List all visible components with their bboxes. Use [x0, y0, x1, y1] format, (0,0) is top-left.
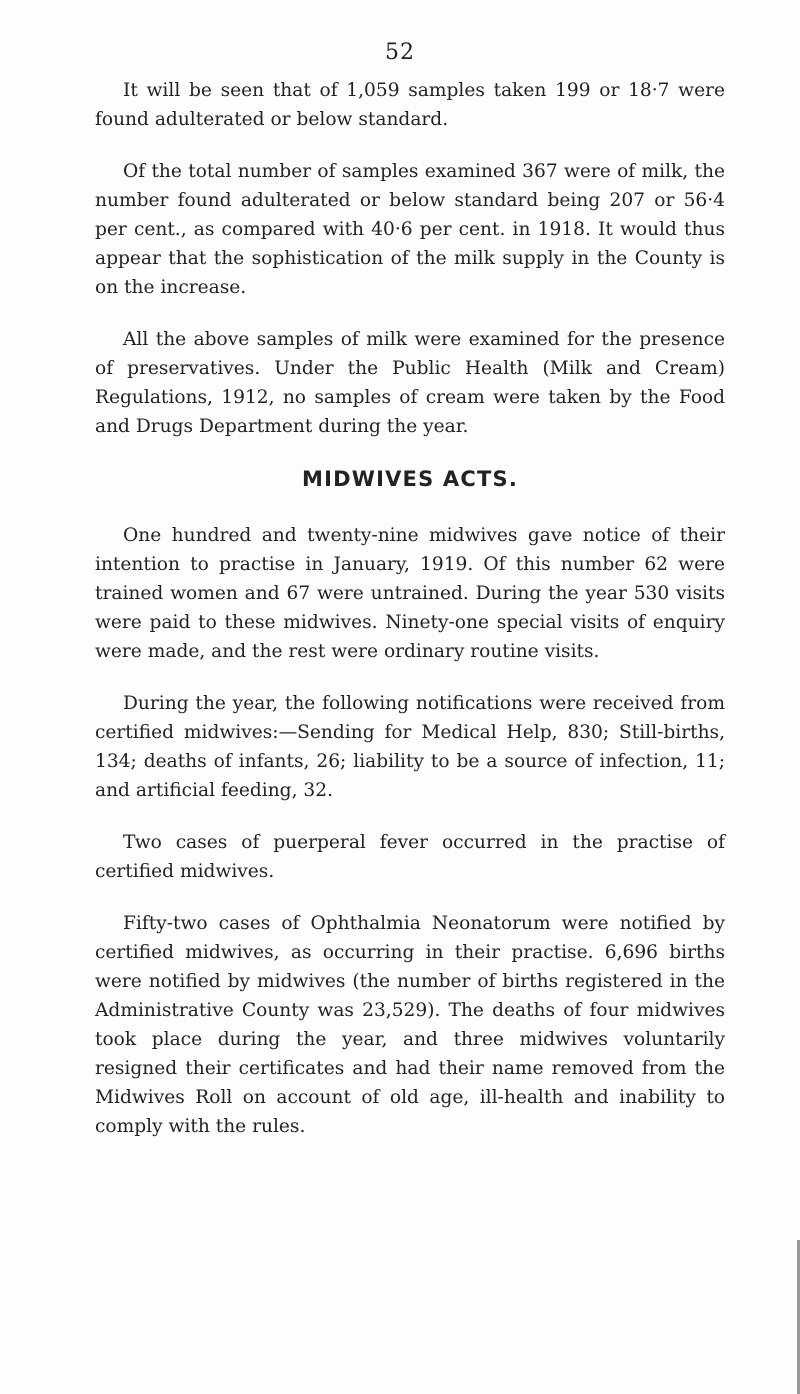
paragraph-notifications: During the year, the following notifications were received from certified midwives:—Sending for Medical Help, 830; Still-births, 134; deaths of infants, 26; liability to be a source of infection, 11; and artificial feeding, 32.: [95, 693, 725, 801]
paragraph-puerperal-fever: Two cases of puerperal fever occurred in the practise of certified midwives.: [95, 832, 725, 882]
page-number: 52: [385, 40, 415, 65]
paragraph-ophthalmia-neonatorum: Fifty-two cases of Ophthalmia Neonatorum were notified by certified midwives, as occurring in their practise. 6,696 births were notified by midwives (the number of births registered in the Administrative County was 23,529). The deaths of four midwives took place during the year, and three midwives voluntarily resigned their certificates and had their name removed from the Midwives Roll on account of old age, ill-health and inability to comply with the rules.: [95, 913, 725, 1137]
paragraph-preservatives: All the above samples of milk were examined for the presence of preservatives. Under the Public Health (Milk and Cream) Regulations, 1912, no samples of cream were taken by the Food and Drugs Department during the year.: [95, 329, 725, 437]
paragraph-milk-samples: Of the total number of samples examined 367 were of milk, the number found adulterated or below standard being 207 or 56·4 per cent., as compared with 40·6 per cent. in 1918. It would thus appear that the sophistication of the milk supply in the County is on the increase.: [95, 161, 725, 298]
paragraph-samples-adulterated: It will be seen that of 1,059 samples taken 199 or 18·7 were found adulterated or below standard.: [95, 80, 725, 130]
section-heading-midwives-acts: MIDWIVES ACTS.: [301, 467, 519, 491]
body-text: [95, 76, 725, 1164]
paragraph-midwives-notice: One hundred and twenty-nine midwives gave notice of their intention to practise in January, 1919. Of this number 62 were trained women and 67 were untrained. During the year 530 visits were paid to these midwives. Ninety-one special visits of enquiry were made, and the rest were ordinary routine visits.: [95, 525, 725, 662]
